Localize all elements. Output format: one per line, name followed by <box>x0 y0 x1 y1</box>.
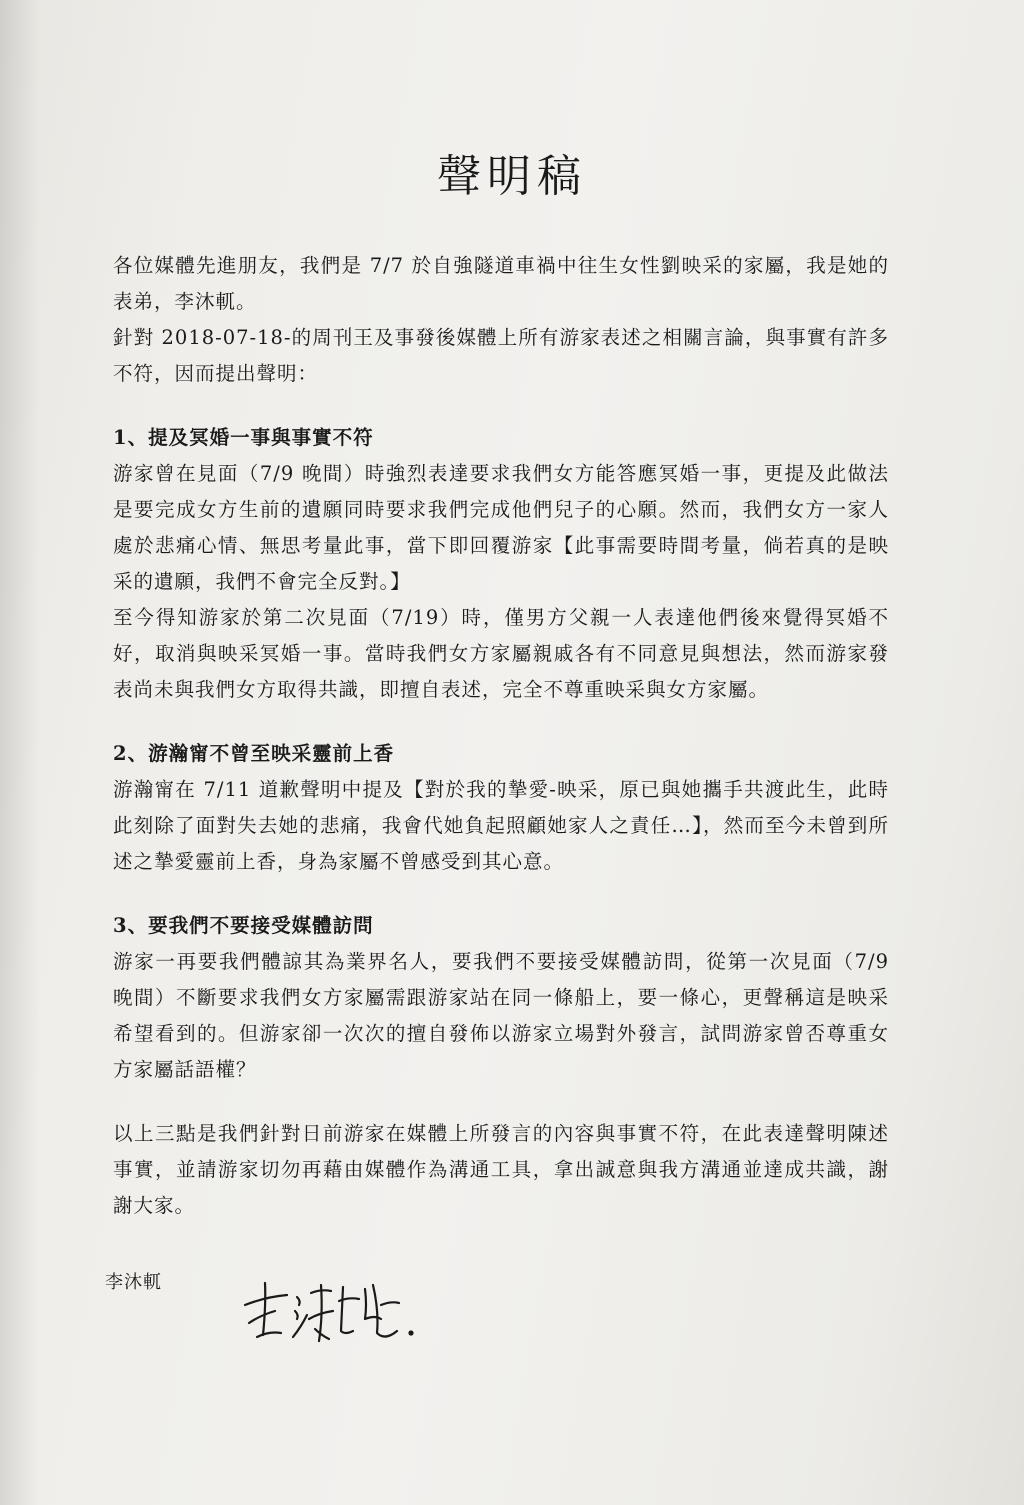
document-title: 聲明稿 <box>437 151 587 202</box>
section-3-paragraph-1: 游家一再要我們體諒其為業界名人，要我們不要接受媒體訪問，從第一次見面（7/9 晚間）不斷要求我們女方家屬需跟游家站在同一條船上，要一條心，更聲稱這是映采希望看到的。但游家卻一次次的擅自發佈以游家立場對外發言，試問游家曾否尊重女方家屬話語權？ <box>113 950 889 1081</box>
paper-shadow <box>0 0 40 1505</box>
intro-paragraph-1: 各位媒體先進朋友，我們是 7/7 於自強隧道車禍中往生女性劉映采的家屬，我是她的表弟，李沐軏。 <box>113 254 889 313</box>
document-body <box>113 248 889 1224</box>
closing-paragraph: 以上三點是我們針對日前游家在媒體上所發言的內容與事實不符，在此表達聲明陳述事實，並請游家切勿再藉由媒體作為溝通工具，拿出誠意與我方溝通並達成共識，謝謝大家。 <box>113 1122 889 1217</box>
signer-name: 李沐軏 <box>105 1272 162 1293</box>
handwritten-signature <box>235 1275 435 1355</box>
section-2-heading: 2、游瀚甯不曾至映采靈前上香 <box>113 742 395 765</box>
section-2-paragraph-1: 游瀚甯在 7/11 道歉聲明中提及【對於我的摯愛-映采，原已與她攜手共渡此生，此時此刻除了面對失去她的悲痛，我會代她負起照顧她家人之責任…】，然而至今未曾到所述之摯愛靈前上香，身為家屬不曾感受到其心意。 <box>113 778 889 873</box>
section-3-heading: 3、要我們不要接受媒體訪問 <box>113 914 374 937</box>
intro-paragraph-2: 針對 2018-07-18-的周刊王及事發後媒體上所有游家表述之相關言論，與事實有許多不符，因而提出聲明： <box>113 326 889 385</box>
section-1-paragraph-2: 至今得知游家於第二次見面（7/19）時，僅男方父親一人表達他們後來覺得冥婚不好，取消與映采冥婚一事。當時我們女方家屬親戚各有不同意見與想法，然而游家發表尚未與我們女方取得共識，即擅自表述，完全不尊重映采與女方家屬。 <box>113 606 889 701</box>
section-1-paragraph-1: 游家曾在見面（7/9 晚間）時強烈表達要求我們女方能答應冥婚一事，更提及此做法是要完成女方生前的遺願同時要求我們完成他們兒子的心願。然而，我們女方一家人處於悲痛心情、無思考量此事，當下即回覆游家【此事需要時間考量，倘若真的是映采的遺願，我們不會完全反對。】 <box>113 462 889 593</box>
section-1-heading: 1、提及冥婚一事與事實不符 <box>113 426 374 449</box>
